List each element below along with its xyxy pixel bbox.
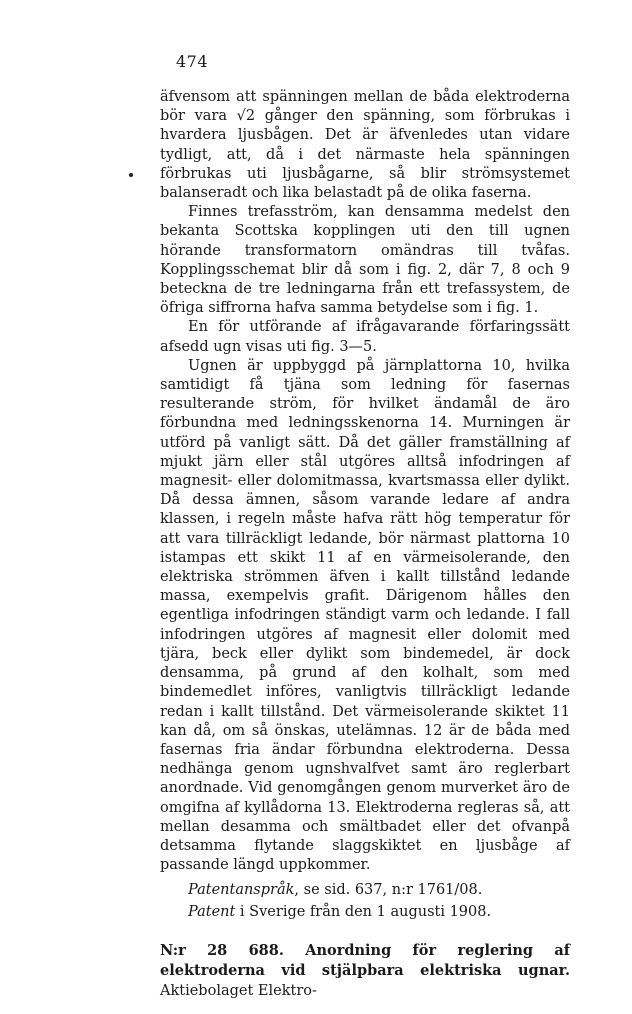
margin-dot-mark: [129, 173, 133, 177]
next-patent-heading: [160, 941, 570, 1001]
paragraph-balance: äfvensom att spänningen mellan de båda elektroderna bör vara √2 gånger den spänning, som förbrukas i hvardera ljusbågen. Det är äfvenledes utan vidare tydligt, att, då i det närmaste hela spänningen förbrukas uti ljusbågarne, så blir strömsystemet balanseradt och lika belastadt på de olika faserna.: [160, 89, 570, 202]
next-patent-number: N:r 28 688.: [160, 942, 284, 960]
page-number: 474: [176, 52, 209, 71]
claim-label: Patentanspråk: [188, 882, 295, 899]
paragraph-furnace-construction: Ugnen är uppbyggd på järnplattorna 10, hvilka samtidigt få tjäna som ledning för fasernas resulterande ström, för hvilket ändamål de äro förbundna med ledningsskenorna 14. Murningen är utförd på vanligt sätt. Då det gäller framställning af mjukt järn eller stål utgöres alltså infodringen af magnesit- eller dolomitmassa, kvartsmassa eller dylikt. Då dessa ämnen, såsom varande ledare af andra klassen, i regeln måste hafva rätt hög temperatur för att vara tillräckligt ledande, bör närmast plattorna 10 istampas ett skikt 11 af en värmeisolerande, den elektriska strömmen äfven i kallt tillstånd ledande massa, exempelvis grafit. Därigenom hålles den egentliga infodringen ständigt varm och ledande. I fall infodringen utgöres af magnesit eller dolomit med tjära, beck eller dylikt som bindemedel, är dock densamma, på grund af den kolhalt, som med bindemedlet införes, vanligtvis tillräckligt ledande redan i kallt tillstånd. Det värmeisolerande skiktet 11 kan då, om så önskas, utelämnas. 12 är de båda med fasernas fria ändar förbundna elektroderna. Dessa nedhänga genom ugnshvalfvet samt äro reglerbart anordnade. Vid genomgången genom murverket äro de omgifna af kyllådorna 13. Elektroderna regleras så, att mellan desamma och smältbadet eller det ofvanpå detsamma flytande slaggskiktet en ljusbåge af passande längd uppkommer.: [160, 357, 570, 874]
next-patent-applicant: Aktiebolaget Elektro-: [160, 983, 317, 1000]
claim-text: , se sid. 637, n:r 1761/08.: [294, 882, 483, 899]
text-column: [160, 88, 570, 1001]
patent-label: Patent: [188, 904, 236, 921]
paragraph-furnace-figures: En för utförande af ifrågavarande förfaringssätt afsedd ugn visas uti fig. 3—5.: [160, 319, 570, 355]
next-patent-title: Anordning för reglering af elektroderna vid stjälpbara elektriska ugnar.: [160, 942, 570, 980]
patent-reference: [160, 901, 570, 923]
patent-text: i Sverige från den 1 augusti 1908.: [235, 904, 492, 921]
paragraph-three-phase: Finnes trefasström, kan densamma medelst den bekanta Scottska kopplingen uti den till ugnen hörande transformatorn omändras till tvåfas. Kopplingsschemat blir då som i fig. 2, där 7, 8 och 9 beteckna de tre ledningarna från ett trefassystem, de öfriga siffrorna hafva samma betydelse som i fig. 1.: [160, 204, 570, 317]
claim-reference: [160, 879, 570, 901]
